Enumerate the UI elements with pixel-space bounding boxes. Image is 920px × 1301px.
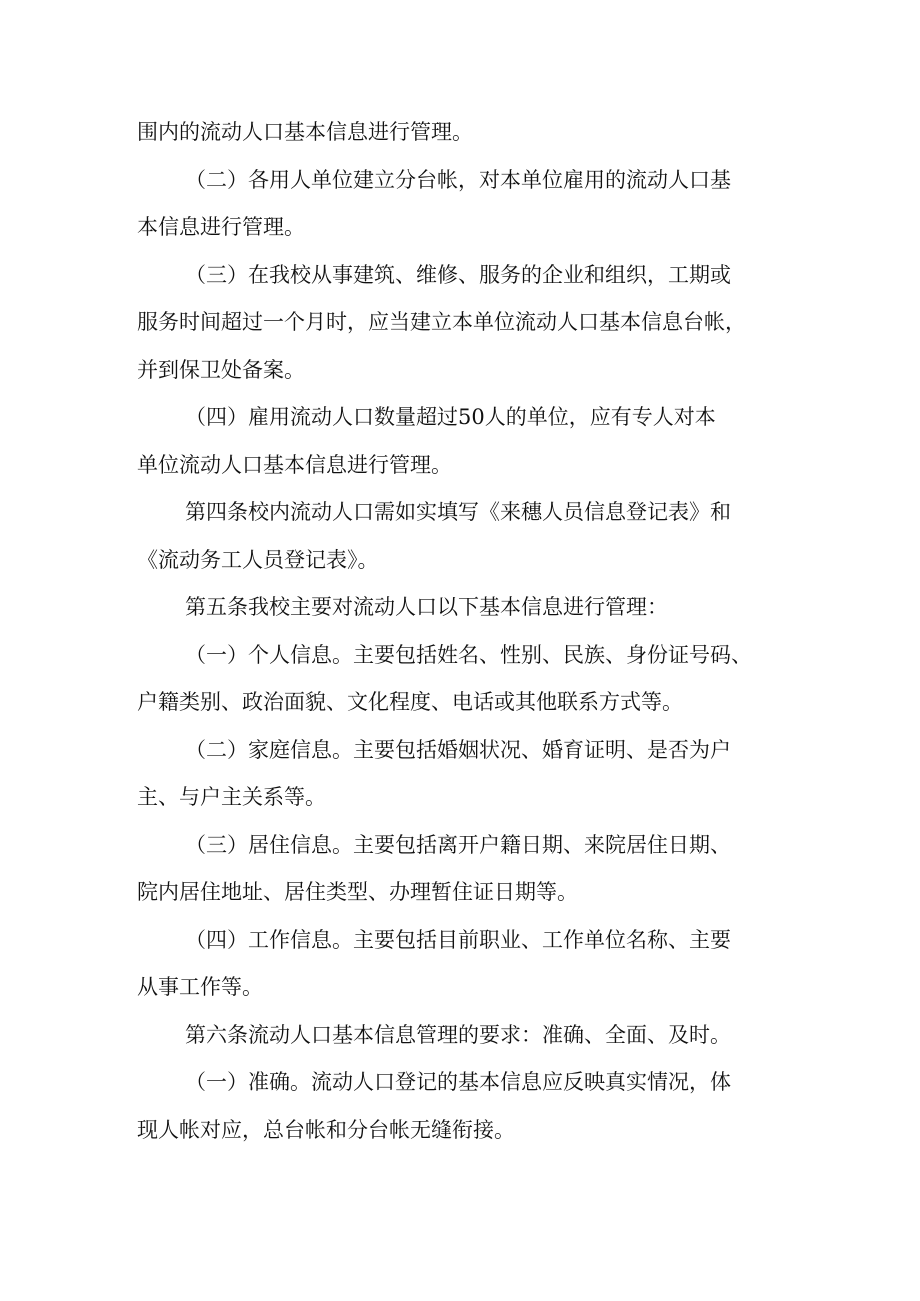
text-line: （二）家庭信息。主要包括婚姻状况、婚育证明、是否为户 xyxy=(185,737,731,762)
text-line: 主、与户主关系等。 xyxy=(137,785,326,809)
text-line: （一）个人信息。主要包括姓名、性别、民族、身份证号码、 xyxy=(185,642,752,667)
text-line: 并到保卫处备案。 xyxy=(137,357,305,382)
text-line: （四）工作信息。主要包括目前职业、工作单位名称、主要 xyxy=(185,927,731,952)
text-line: 围内的流动人口基本信息进行管理。 xyxy=(137,120,473,144)
text-line: 第四条校内流动人口需如实填写《来穗人员信息登记表》和 xyxy=(185,500,731,524)
text-line: （三）居住信息。主要包括离开户籍日期、来院居住日期、 xyxy=(185,832,731,857)
text-line: 第六条流动人口基本信息管理的要求：准确、全面、及时。 xyxy=(185,1022,731,1047)
text-line: 现人帐对应，总台帐和分台帐无缝衔接。 xyxy=(137,1117,515,1142)
text-line: （三）在我校从事建筑、维修、服务的企业和组织，工期或 xyxy=(185,262,731,287)
text-line: （二）各用人单位建立分台帐，对本单位雇用的流动人口基 xyxy=(185,167,731,192)
text-line: 院内居住地址、居住类型、办理暂住证日期等。 xyxy=(137,880,578,904)
text-line: 从事工作等。 xyxy=(137,975,263,999)
document-body xyxy=(137,109,792,1154)
text-line: 《流动务工人员登记表》。 xyxy=(137,547,379,572)
text-line: 第五条我校主要对流动人口以下基本信息进行管理： xyxy=(185,595,668,619)
text-line: 单位流动人口基本信息进行管理。 xyxy=(137,452,452,477)
text-line: 本信息进行管理。 xyxy=(137,215,305,239)
text-line: （四）雇用流动人口数量超过50人的单位，应有专人对本 xyxy=(185,405,716,429)
text-line: 服务时间超过一个月时，应当建立本单位流动人口基本信息台帐， xyxy=(137,310,746,334)
text-line: （一）准确。流动人口登记的基本信息应反映真实情况，体 xyxy=(185,1070,731,1094)
text-line: 户籍类别、政治面貌、文化程度、电话或其他联系方式等。 xyxy=(137,690,683,714)
